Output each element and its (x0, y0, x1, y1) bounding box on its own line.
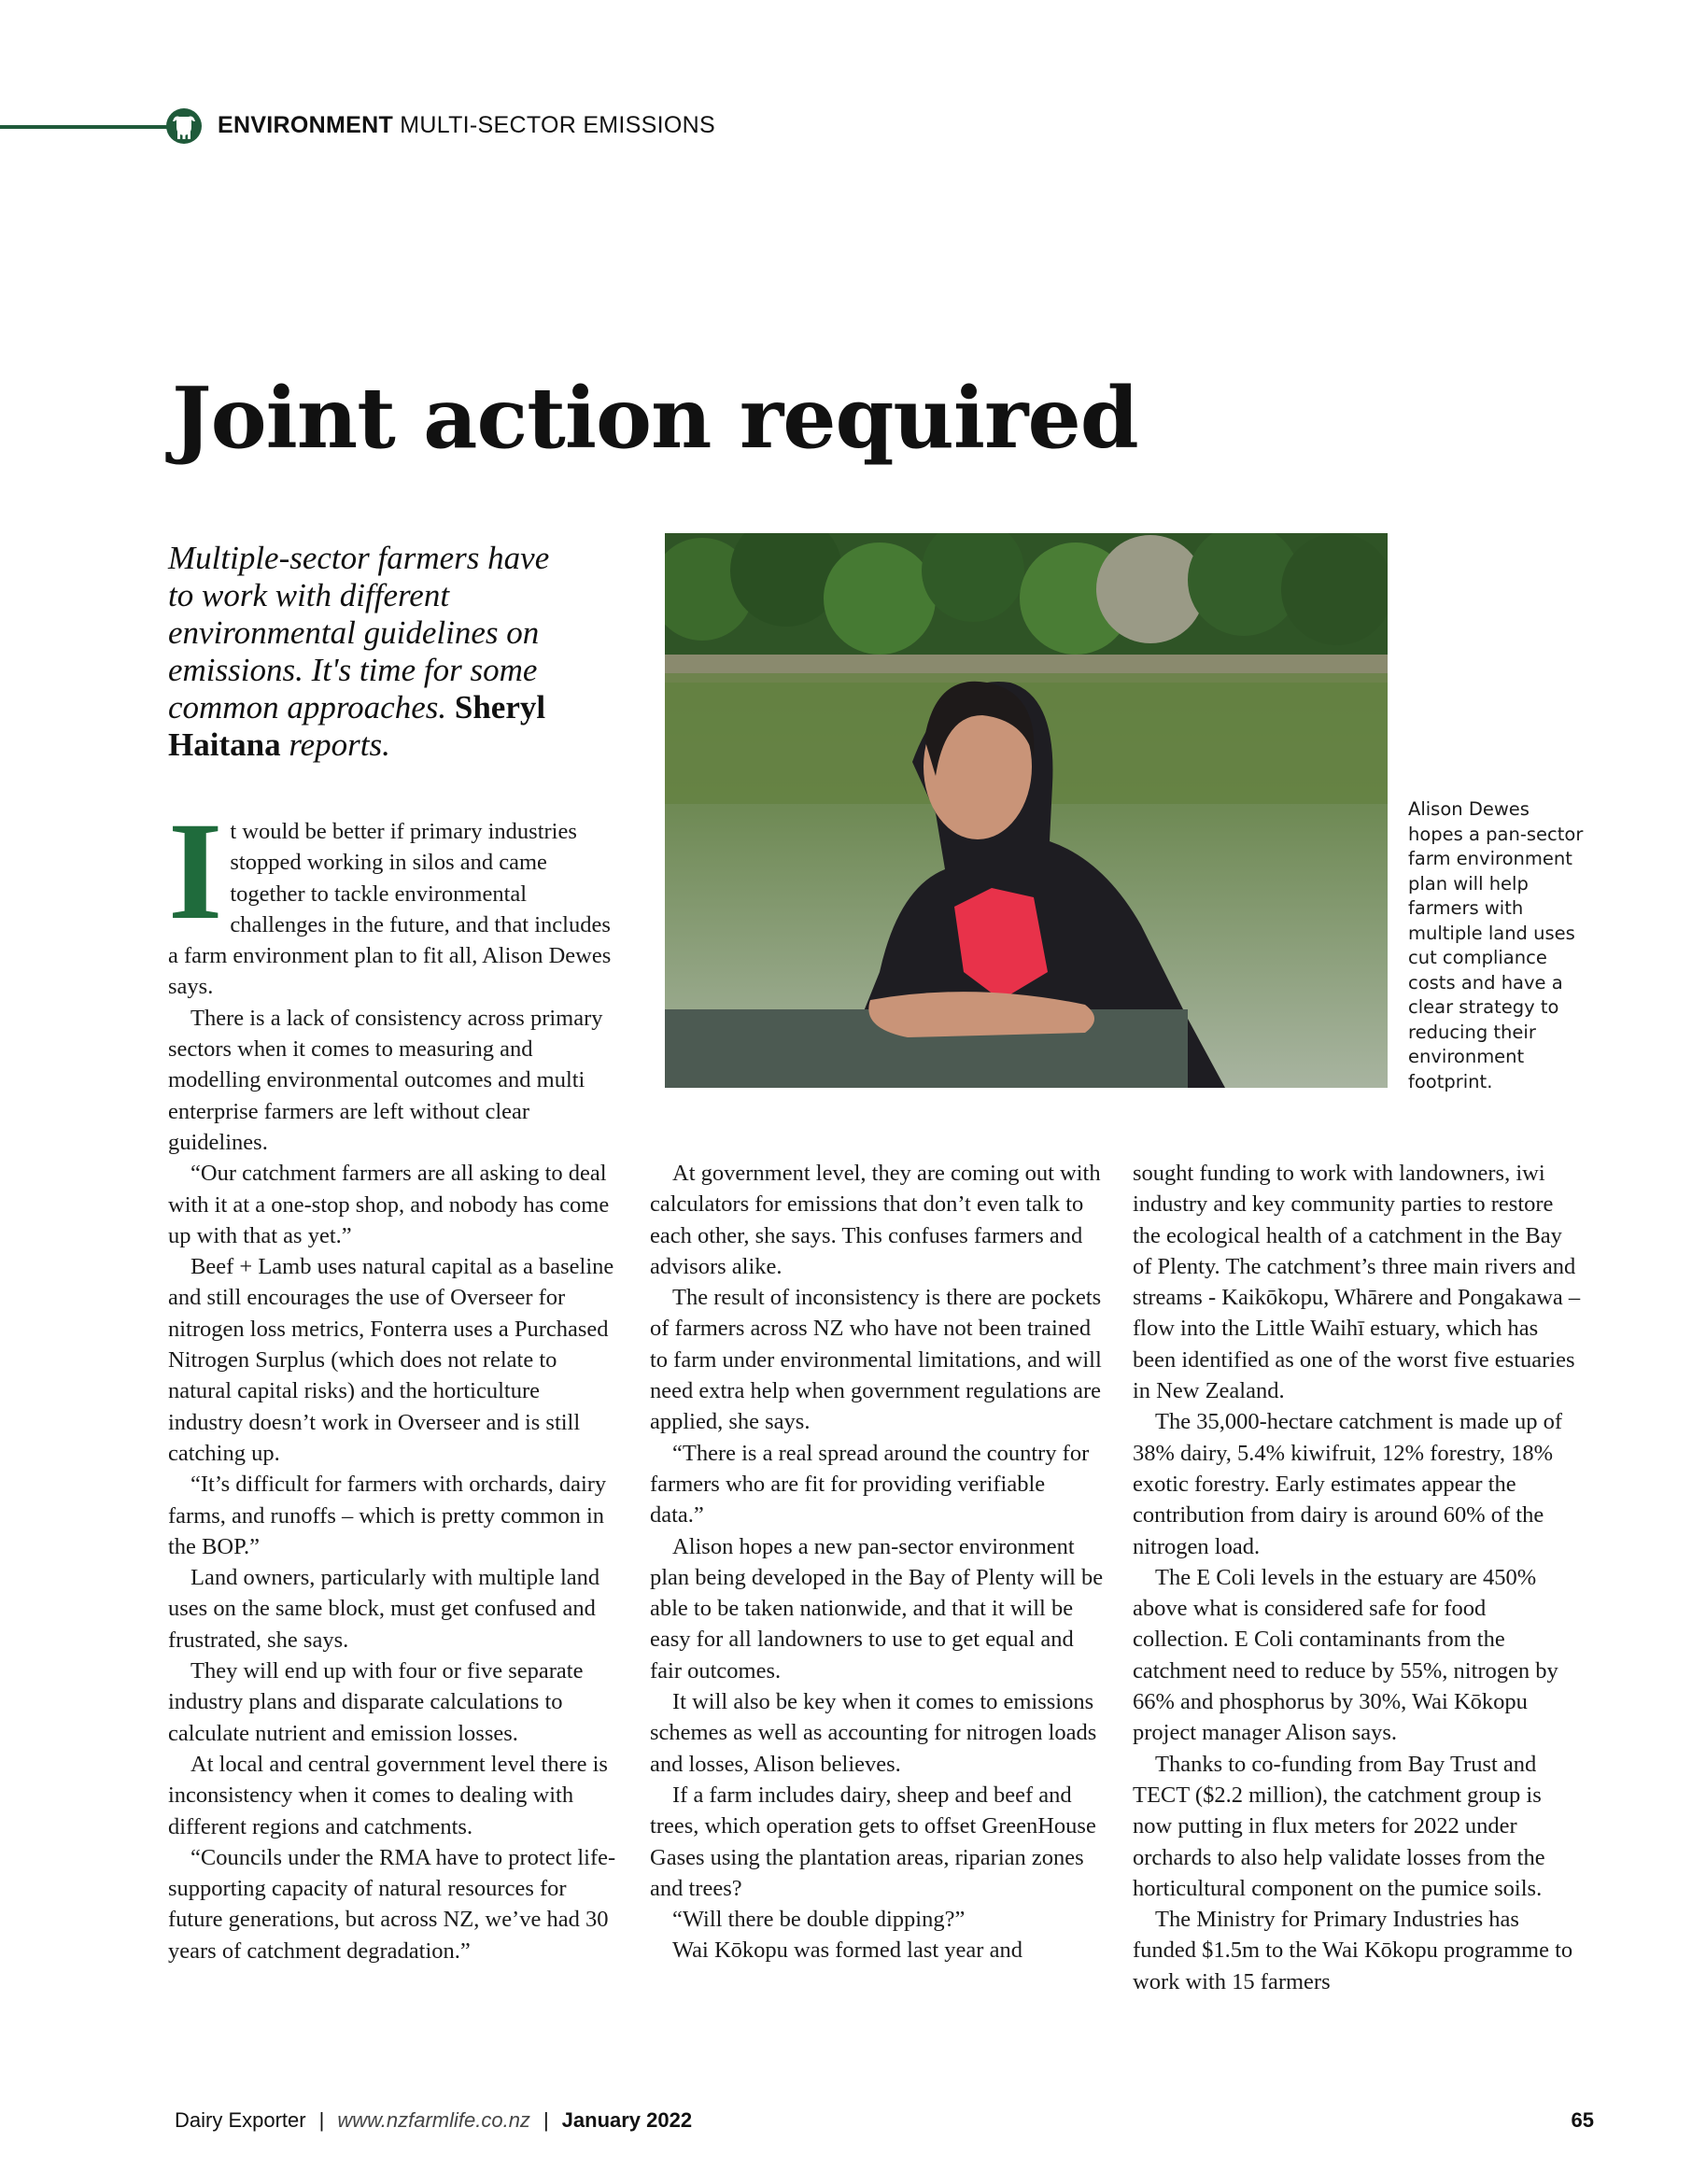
paragraph: sought funding to work with landowners, iwi industry and key community parties to restore the ecological health of a catchment in the Bay of Plenty. The catchment’s three main rivers and streams - Kaikōkopu, Whārere and Pongakawa – flow into the Little Waihī estuary, which has been identified as one of the worst five estuaries in New Zealand. (1133, 1161, 1581, 1404)
drop-cap: I (168, 794, 223, 949)
paragraph: If a farm includes dairy, sheep and beef and trees, which operation gets to offset GreenHouse Gases using the plantation areas, riparian zones and trees? (650, 1782, 1096, 1901)
article-column-3 (1133, 1158, 1586, 1997)
paragraph: At local and central government level there is inconsistency when it comes to dealing with different regions and catchments. (168, 1751, 608, 1839)
paragraph: There is a lack of consistency across primary sectors when it comes to measuring and modelling environmental outcomes and multi enterprise farmers are left without clear guidelines. (168, 1005, 603, 1155)
header-rule (0, 125, 168, 129)
footer-divider: | (543, 2108, 549, 2132)
page-footer (175, 2108, 1594, 2133)
paragraph: The 35,000-hectare catchment is made up of 38% dairy, 5.4% kiwifruit, 12% forestry, 18% exotic forestry. Early estimates appear the contribution from dairy is around 60% of the nitrogen load. (1133, 1409, 1563, 1559)
section-header (218, 112, 715, 139)
photo-caption: Alison Dewes hopes a pan-sector farm environment plan will help farmers with multiple land uses cut compliance costs and have a clear strategy to reducing their environment footprint. (1408, 798, 1584, 1092)
paragraph: “Will there be double dipping?” (672, 1907, 966, 1933)
standfirst-text: Multiple-sector farmers have to work with different environmental guidelines on emissions. It's time for some common approaches. (168, 540, 550, 726)
paragraph: Thanks to co-funding from Bay Trust and TECT ($2.2 million), the catchment group is now putting in flux meters for 2022 under orchards to also help validate losses from the horticultural component on the pumice soils. (1133, 1751, 1545, 1901)
paragraph: “Our catchment farmers are all asking to deal with it at a one-stop shop, and nobody has come up with that as yet.” (168, 1161, 610, 1248)
paragraph: The result of inconsistency is there are pockets of farmers across NZ who have not been trained to farm under environmental limitations, and will need extra help when government regulations are applied, she says. (650, 1285, 1102, 1435)
reports-text: reports. (280, 726, 390, 763)
paragraph: At government level, they are coming out with calculators for emissions that don’t even talk to each other, she says. This confuses farmers and advisors alike. (650, 1161, 1101, 1279)
section-name: ENVIRONMENT (218, 112, 394, 138)
paragraph: “Councils under the RMA have to protect life-supporting capacity of natural resources for future generations, but across NZ, we’ve had 30 years of catchment degradation.” (168, 1844, 616, 1964)
footer-divider: | (318, 2108, 325, 2132)
paragraph: The E Coli levels in the estuary are 450% above what is considered safe for food collection. E Coli contaminants from the catchment need to reduce by 55%, nitrogen by 66% and phosphorus by 30%, Wai Kōkopu project manager Alison says. (1133, 1564, 1558, 1746)
paragraph: Alison hopes a new pan-sector environment plan being developed in the Bay of Plenty will be able to be taken nationwide, and that it will be easy for all landowners to use to get equal and fair outcomes. (650, 1533, 1104, 1684)
issue-date: January 2022 (561, 2108, 693, 2132)
author-name: Sheryl Haitana (168, 689, 546, 763)
paragraph: “There is a real spread around the country for farmers who are fit for providing verifiable data.” (650, 1440, 1090, 1529)
page-number: 65 (1571, 2108, 1594, 2132)
paragraph: “It’s difficult for farmers with orchards, dairy farms, and runoffs – which is pretty common in the BOP.” (168, 1472, 607, 1559)
subsection-name: MULTI-SECTOR EMISSIONS (393, 112, 715, 138)
article-photo (665, 533, 1388, 1088)
paragraph (168, 794, 616, 1003)
paragraph-text: t would be better if primary industries stopped working in silos and came together to tackle environmental challenges in the future, and that includes a farm environment plan to fit all, Alison Dewes says. (168, 819, 612, 1000)
standfirst (168, 540, 579, 764)
paragraph: The Ministry for Primary Industries has funded $1.5m to the Wai Kōkopu programme to work with 15 farmers (1133, 1907, 1573, 1994)
cow-logo-icon (164, 106, 204, 146)
website-link[interactable]: www.nzfarmlife.co.nz (337, 2108, 530, 2132)
paragraph: It will also be key when it comes to emissions schemes as well as accounting for nitrogen loads and losses, Alison believes. (650, 1689, 1097, 1777)
paragraph: They will end up with four or five separate industry plans and disparate calculations to calculate nutrient and emission losses. (168, 1658, 584, 1746)
paragraph: Land owners, particularly with multiple land uses on the same block, must get confused and frustrated, she says. (168, 1565, 600, 1653)
paragraph: Wai Kōkopu was formed last year and (672, 1937, 1022, 1964)
paragraph: Beef + Lamb uses natural capital as a baseline and still encourages the use of Overseer for nitrogen loss metrics, Fonterra uses a Purchased Nitrogen Surplus (which does not relate to natural capital risks) and the horticulture industry doesn’t work in Overseer and is still catching up. (168, 1254, 614, 1466)
article-title: Joint action required (172, 369, 1138, 468)
article-column-1 (168, 794, 616, 1966)
publication-name: Dairy Exporter (175, 2108, 306, 2132)
article-column-2 (650, 1158, 1104, 1966)
